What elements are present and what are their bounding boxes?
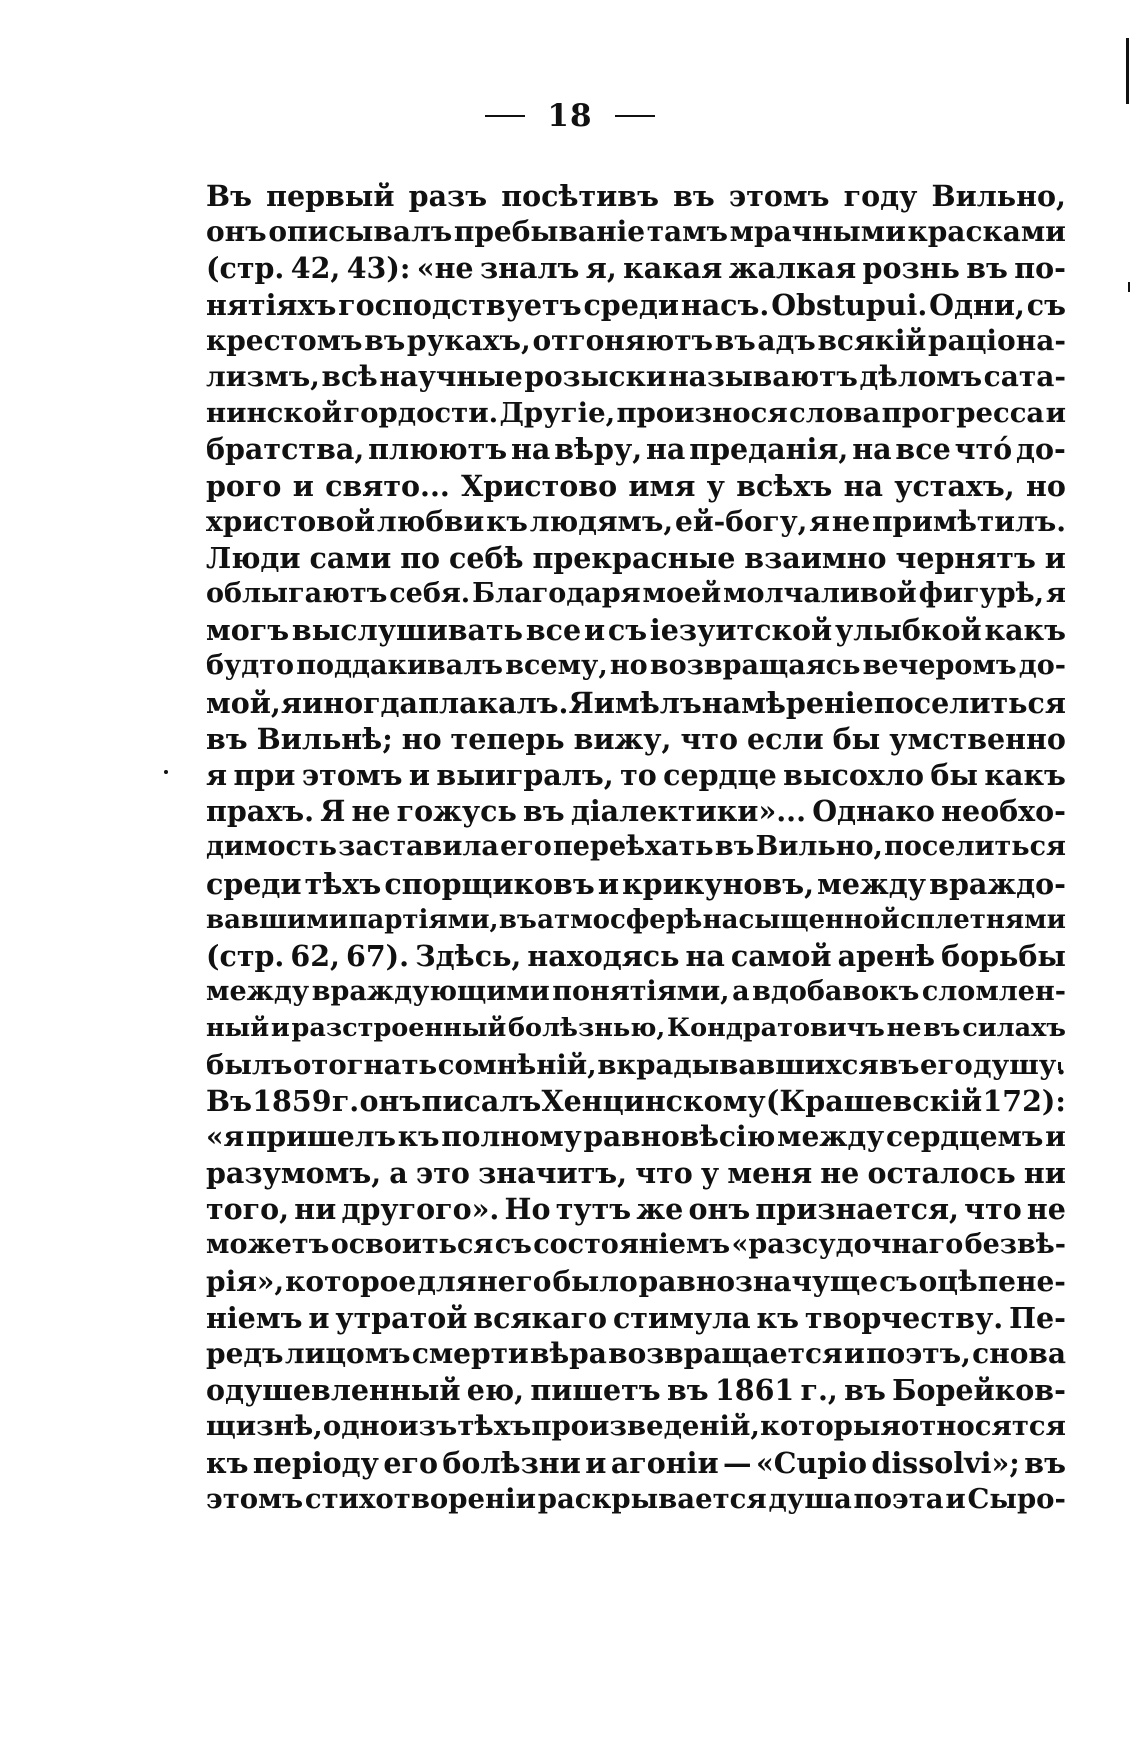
page-header xyxy=(0,98,1140,134)
body-text xyxy=(206,178,1066,1517)
page-number: 18 xyxy=(547,98,593,134)
margin-scan-speck xyxy=(1128,282,1130,292)
text-line: между враждующими понятіями, а вдобавокъ сломлен- xyxy=(206,976,1066,1008)
text-line: будто поддакивалъ всему, но возвращаясь вечеромъ до- xyxy=(206,650,1066,682)
text-line: прахъ. Я не гожусь въ діалектики»... Однако необхо- xyxy=(206,794,1066,829)
text-line: лизмъ, всѣ научные розыски называютъ дѣломъ сата- xyxy=(206,359,1066,393)
margin-scan-dot xyxy=(164,770,168,774)
text-line: рія», которое для него было равнозначуще съ оцѣпене- xyxy=(206,1264,1066,1298)
margin-scan-mark xyxy=(1126,38,1129,104)
text-line: ный и разстроенный болѣзнью, Кондратовичъ не въ силахъ xyxy=(206,1013,1066,1044)
text-line: нинской гордости. Другіе, произнося слова прогресса и xyxy=(206,397,1066,430)
text-line: щизнѣ, одно изъ тѣхъ произведеній, которыя относятся xyxy=(206,1410,1066,1443)
text-line: этомъ стихотвореніи раскрывается душа поэта и Сыро- xyxy=(206,1482,1066,1515)
text-line: былъ отогнать сомнѣній, вкрадывавшихся въ его душу. xyxy=(206,1048,1066,1081)
text-line: могъ выслушивать все и съ іезуитской улыбкой какъ xyxy=(206,613,1066,648)
text-line: братства, плюютъ на вѣру, на преданія, на все что́ до- xyxy=(206,432,1066,467)
text-line: ніемъ и утратой всякаго стимула къ творчеству. Пе- xyxy=(206,1300,1066,1335)
text-line: одушевленный ею, пишетъ въ 1861 г., въ Борейков- xyxy=(206,1373,1066,1408)
text-line: облыгаютъ себя. Благодаря моей молчаливой фигурѣ, я xyxy=(206,578,1066,610)
text-line: Въ первый разъ посѣтивъ въ этомъ году Вильно, xyxy=(206,179,1066,213)
text-line: крестомъ въ рукахъ, отгоняютъ въ адъ всякій раціона- xyxy=(206,323,1066,357)
text-line: нятіяхъ господствуетъ среди насъ. Obstupui. Одни, съ xyxy=(206,287,1066,322)
text-line: христовой любви къ людямъ, ей-богу, я не примѣтилъ. xyxy=(206,504,1066,538)
text-line: «я пришелъ къ полному равновѣсію между сердцемъ и xyxy=(206,1119,1066,1153)
text-line: къ періоду его болѣзни и агоніи — «Cupio dissolvi»; въ xyxy=(206,1445,1066,1480)
text-line: разумомъ, а это значитъ, что у меня не осталось ни xyxy=(206,1156,1066,1191)
text-line: въ Вильнѣ; но теперь вижу, что если бы умственно xyxy=(206,721,1066,756)
text-line: онъ описывалъ пребываніе тамъ мрачными красками xyxy=(206,215,1066,249)
text-line: вавшими партіями, въ атмосферѣ насыщенной сплетнями xyxy=(206,904,1066,935)
text-line: редъ лицомъ смерти вѣра возвращается и поэтъ, снова xyxy=(206,1337,1066,1370)
text-line: Въ 1859 г. онъ писалъ Хенцинскому (Крашевскій 172): xyxy=(206,1083,1066,1118)
text-line: мой, я иногда плакалъ. Я имѣлъ намѣреніе поселиться xyxy=(206,685,1066,720)
text-line: (стр. 42, 43): «не зналъ я, какая жалкая рознь въ по- xyxy=(206,251,1066,286)
text-line: я при этомъ и выигралъ, то сердце высохло бы какъ xyxy=(206,758,1066,792)
text-line: можетъ освоиться съ состояніемъ «разсудочнаго безвѣ- xyxy=(206,1229,1066,1261)
header-dash-left xyxy=(485,115,525,117)
text-line: среди тѣхъ спорщиковъ и крикуновъ, между враждо- xyxy=(206,866,1066,901)
text-line: димость заставила его переѣхать въ Вильно, поселиться xyxy=(206,831,1066,863)
text-line: рого и свято... Христово имя у всѣхъ на устахъ, но xyxy=(206,468,1066,503)
text-line: Люди сами по себѣ прекрасные взаимно чернятъ и xyxy=(206,540,1066,575)
text-line: того, ни другого». Но тутъ же онъ признается, что не xyxy=(206,1192,1066,1227)
header-dash-right xyxy=(615,115,655,117)
text-line: (стр. 62, 67). Здѣсь, находясь на самой аренѣ борьбы xyxy=(206,938,1066,973)
